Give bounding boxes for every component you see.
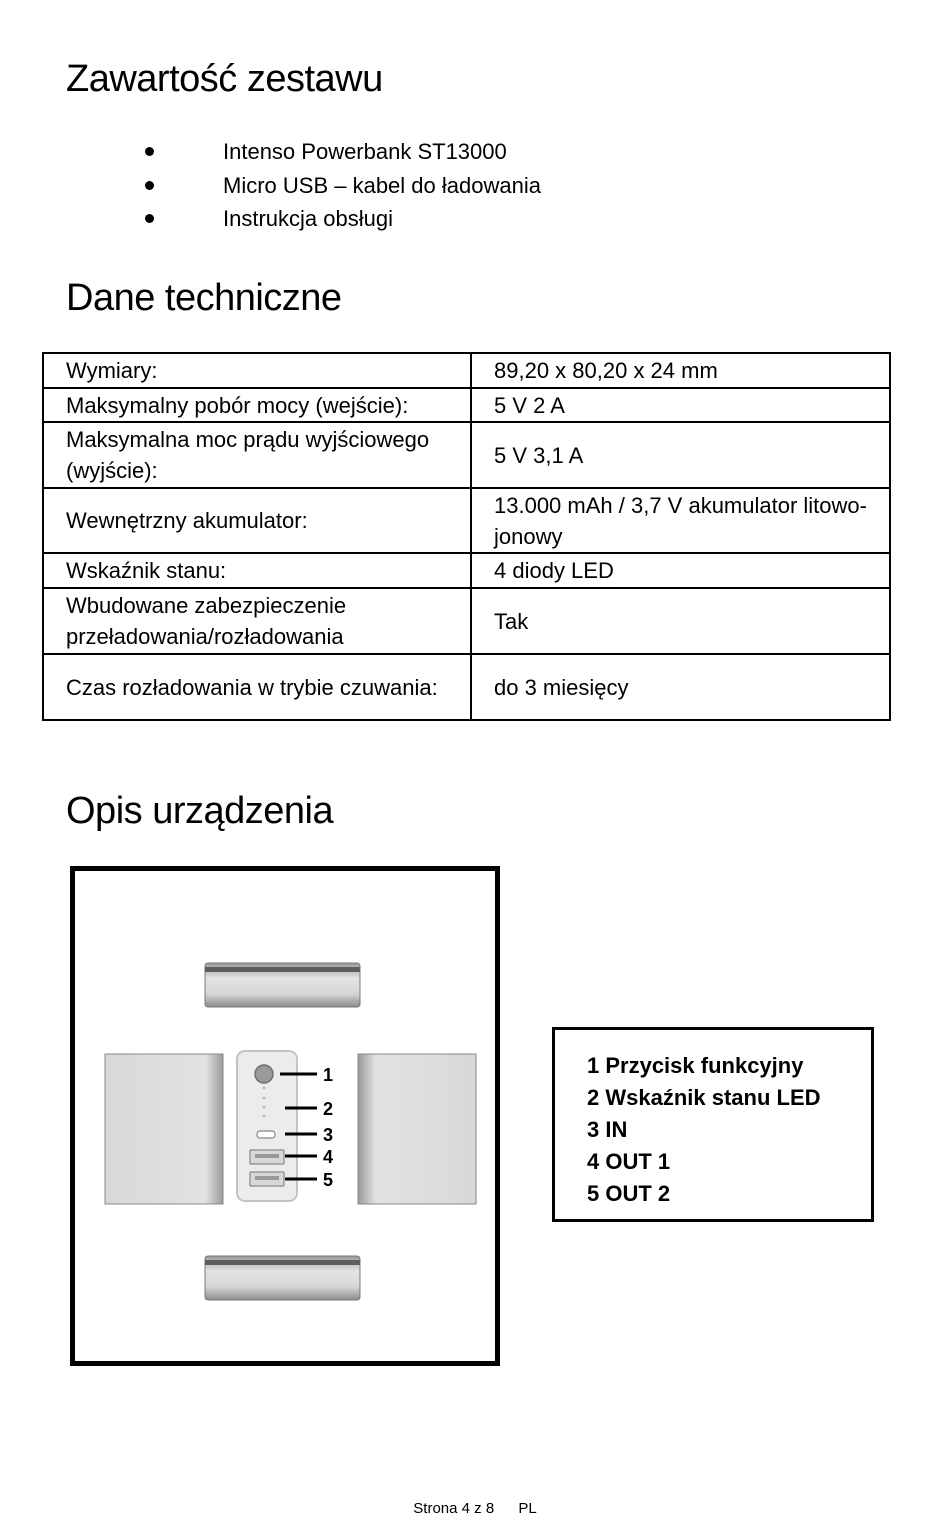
table-row bbox=[43, 654, 890, 720]
spec-label: Wskaźnik stanu: bbox=[43, 553, 471, 588]
table-row bbox=[43, 422, 890, 488]
device-drawing bbox=[75, 871, 495, 1361]
bottom-edge-view bbox=[205, 1256, 360, 1300]
diagram-legend bbox=[552, 1027, 874, 1222]
specs-table bbox=[42, 352, 891, 721]
legend-item: 1 Przycisk funkcyjny bbox=[587, 1053, 804, 1078]
list-item bbox=[140, 169, 541, 203]
callout-label: 4 bbox=[323, 1147, 334, 1167]
language-code: PL bbox=[518, 1500, 537, 1517]
list-item bbox=[140, 135, 541, 169]
spec-label: Maksymalna moc prądu wyjściowego (wyjście): bbox=[43, 422, 471, 488]
table-row bbox=[43, 488, 890, 553]
callout-label: 3 bbox=[323, 1125, 334, 1145]
spec-label: Wewnętrzny akumulator: bbox=[43, 488, 471, 553]
spec-value: 89,20 x 80,20 x 24 mm bbox=[471, 353, 890, 388]
bullet-icon bbox=[145, 147, 154, 156]
spec-value: do 3 miesięcy bbox=[471, 654, 890, 720]
page-footer bbox=[0, 1500, 950, 1517]
legend-item: 2 Wskaźnik stanu LED bbox=[587, 1085, 821, 1110]
spec-value: 4 diody LED bbox=[471, 553, 890, 588]
table-row bbox=[43, 353, 890, 388]
list-item-text: Micro USB – kabel do ładowania bbox=[223, 172, 541, 198]
legend-item: 3 IN bbox=[587, 1117, 628, 1142]
table-row bbox=[43, 553, 890, 588]
contents-list bbox=[140, 135, 541, 236]
section-title-description: Opis urządzenia bbox=[66, 790, 334, 832]
callout-label: 5 bbox=[323, 1170, 334, 1190]
spec-label: Wbudowane zabezpieczenie przeładowania/rozładowania bbox=[43, 588, 471, 654]
function-button bbox=[255, 1065, 273, 1083]
spec-label: Maksymalny pobór mocy (wejście): bbox=[43, 388, 471, 422]
list-item bbox=[140, 202, 541, 236]
spec-value: 5 V 3,1 A bbox=[471, 422, 890, 488]
device-diagram bbox=[70, 866, 500, 1366]
top-edge-view bbox=[205, 963, 360, 1007]
spec-label: Czas rozładowania w trybie czuwania: bbox=[43, 654, 471, 720]
bullet-icon bbox=[145, 181, 154, 190]
callout-numbers bbox=[323, 1065, 333, 1190]
section-title-contents: Zawartość zestawu bbox=[66, 58, 383, 100]
section-title-specs: Dane techniczne bbox=[66, 277, 342, 319]
list-item-text: Instrukcja obsługi bbox=[223, 206, 393, 231]
left-face-view bbox=[105, 1054, 223, 1204]
table-row bbox=[43, 388, 890, 422]
right-face-view bbox=[358, 1054, 476, 1204]
callout-label: 1 bbox=[323, 1065, 334, 1085]
callout-label: 2 bbox=[323, 1099, 334, 1119]
page-number: Strona 4 z 8 bbox=[413, 1500, 495, 1517]
legend-item: 4 OUT 1 bbox=[587, 1149, 671, 1174]
micro-usb-port bbox=[257, 1131, 275, 1138]
spec-value: 5 V 2 A bbox=[471, 388, 890, 422]
spec-value: 13.000 mAh / 3,7 V akumulator litowo-jonowy bbox=[471, 488, 890, 553]
legend-item: 5 OUT 2 bbox=[587, 1181, 671, 1206]
bullet-icon bbox=[145, 214, 154, 223]
table-row bbox=[43, 588, 890, 654]
list-item-text: Intenso Powerbank ST13000 bbox=[223, 139, 507, 164]
spec-value: Tak bbox=[471, 588, 890, 654]
spec-label: Wymiary: bbox=[43, 353, 471, 388]
